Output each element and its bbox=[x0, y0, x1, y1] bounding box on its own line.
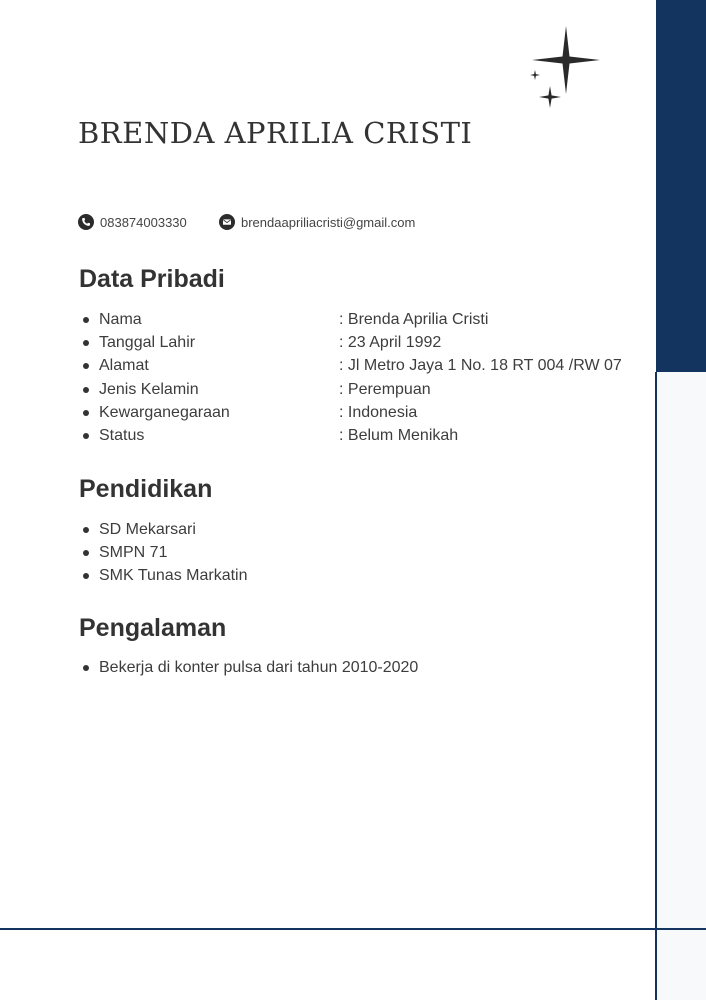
side-strip bbox=[656, 372, 706, 1000]
field-value: : Belum Menikah bbox=[339, 426, 459, 444]
personal-data-heading: Data Pribadi bbox=[79, 265, 225, 293]
list-item: SMPN 71 bbox=[82, 541, 248, 564]
phone-icon bbox=[78, 214, 94, 230]
field-value: : Perempuan bbox=[339, 380, 431, 398]
list-item: Alamat bbox=[82, 354, 230, 377]
candidate-name: BRENDA APRILIA CRISTI bbox=[78, 116, 473, 150]
accent-bar bbox=[656, 0, 706, 372]
list-item: Jenis Kelamin bbox=[82, 378, 230, 401]
field-value: : 23 April 1992 bbox=[339, 334, 442, 352]
phone-number: 083874003330 bbox=[100, 214, 187, 230]
email-icon bbox=[219, 214, 235, 230]
sparkle-icon bbox=[522, 22, 606, 118]
list-item: Nama bbox=[82, 308, 230, 331]
list-item: Bekerja di konter pulsa dari tahun 2010-2020 bbox=[82, 656, 418, 679]
personal-data-values bbox=[339, 308, 622, 447]
field-value: : Indonesia bbox=[339, 403, 418, 421]
education-heading: Pendidikan bbox=[79, 475, 213, 503]
list-item: SMK Tunas Markatin bbox=[82, 564, 248, 587]
experience-list bbox=[82, 656, 418, 679]
field-value: : Brenda Aprilia Cristi bbox=[339, 311, 489, 328]
field-value: : Jl Metro Jaya 1 No. 18 RT 004 /RW 07 bbox=[339, 357, 622, 375]
list-item: Tanggal Lahir bbox=[82, 331, 230, 354]
horizontal-divider bbox=[0, 928, 706, 930]
list-item: Status bbox=[82, 424, 230, 447]
list-item: SD Mekarsari bbox=[82, 518, 248, 541]
phone-contact bbox=[78, 214, 187, 230]
personal-data-labels bbox=[82, 308, 230, 447]
email-contact bbox=[219, 214, 415, 230]
experience-heading: Pengalaman bbox=[79, 614, 227, 642]
list-item: Kewarganegaraan bbox=[82, 401, 230, 424]
email-address: brendaapriliacristi@gmail.com bbox=[241, 214, 416, 230]
education-list bbox=[82, 518, 248, 588]
vertical-divider bbox=[655, 372, 657, 1000]
